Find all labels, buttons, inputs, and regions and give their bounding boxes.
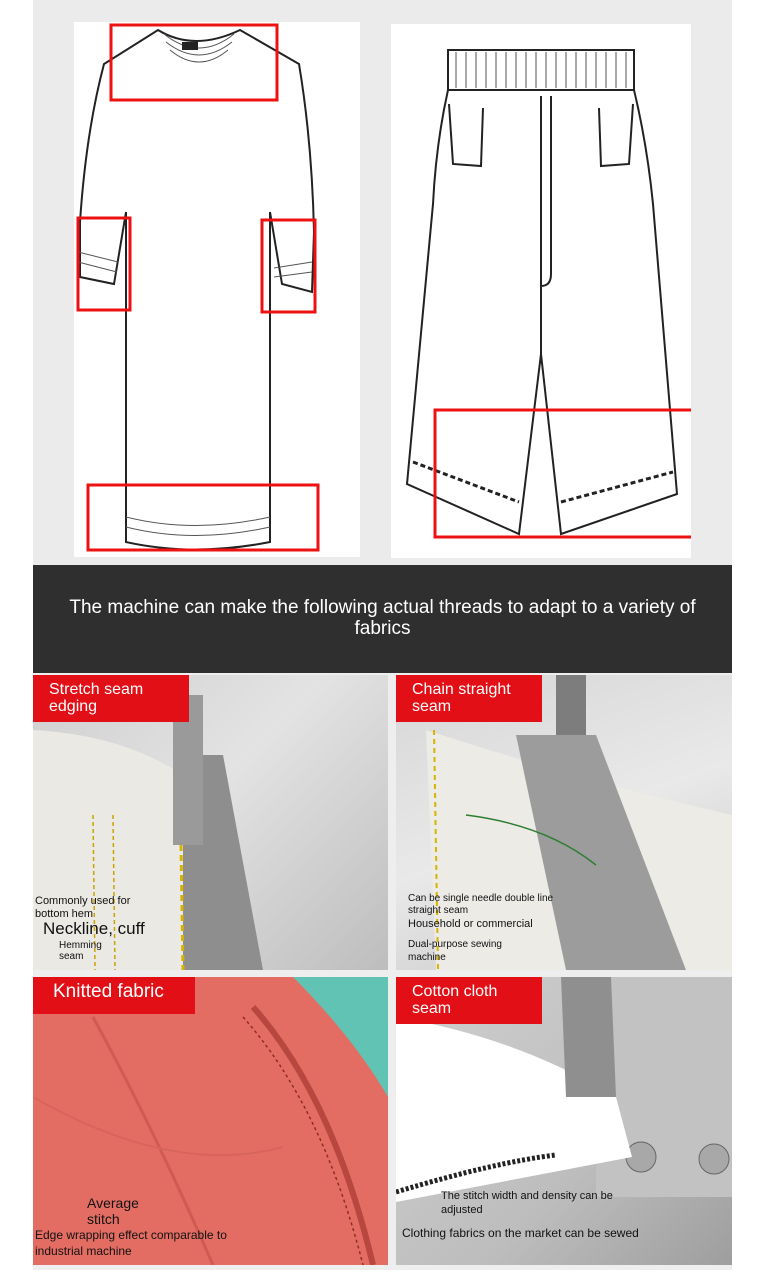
panel-caption: The stitch width and density can be adjusted xyxy=(441,1190,613,1216)
pants-sketch-icon xyxy=(391,24,691,558)
bottom-hem-highlight xyxy=(88,485,318,550)
panel-caption: Edge wrapping effect comparable to industrial machine xyxy=(35,1228,227,1258)
panel-caption: Dual-purpose sewing machine xyxy=(408,939,502,963)
banner-text: The machine can make the following actual threads to adapt to a variety of fabrics xyxy=(69,597,696,639)
feature-banner xyxy=(33,565,732,673)
panel-caption: Clothing fabrics on the market can be sewed xyxy=(402,1226,639,1240)
panel-caption: Average stitch xyxy=(87,1195,139,1227)
panel-caption: Hemming seam xyxy=(59,940,102,962)
cotton-seam-photo xyxy=(396,977,732,1265)
panel-caption: Can be single needle double line straight seam xyxy=(408,893,554,916)
garment-sketch-area xyxy=(33,0,732,565)
chain-seam-photo xyxy=(396,675,732,970)
pants-hem-highlight xyxy=(435,410,691,537)
panel-label: Cotton cloth seam xyxy=(396,977,542,1024)
panel-label: Knitted fabric xyxy=(33,977,195,1014)
pants-card xyxy=(391,24,691,558)
product-image xyxy=(33,0,732,1270)
panel-caption: Neckline, cuff xyxy=(43,919,145,938)
panel-label: Chain straight seam xyxy=(396,675,542,722)
tshirt-sketch-icon xyxy=(74,22,360,557)
tshirt-card xyxy=(74,22,360,557)
panel-caption: Household or commercial xyxy=(408,918,533,930)
panel-label: Stretch seam edging xyxy=(33,675,189,722)
knitted-fabric-photo xyxy=(33,977,388,1265)
panel-caption: Commonly used for bottom hem xyxy=(35,895,131,920)
stretch-seam-photo xyxy=(33,675,388,970)
presser-foot-icon xyxy=(561,977,616,1097)
